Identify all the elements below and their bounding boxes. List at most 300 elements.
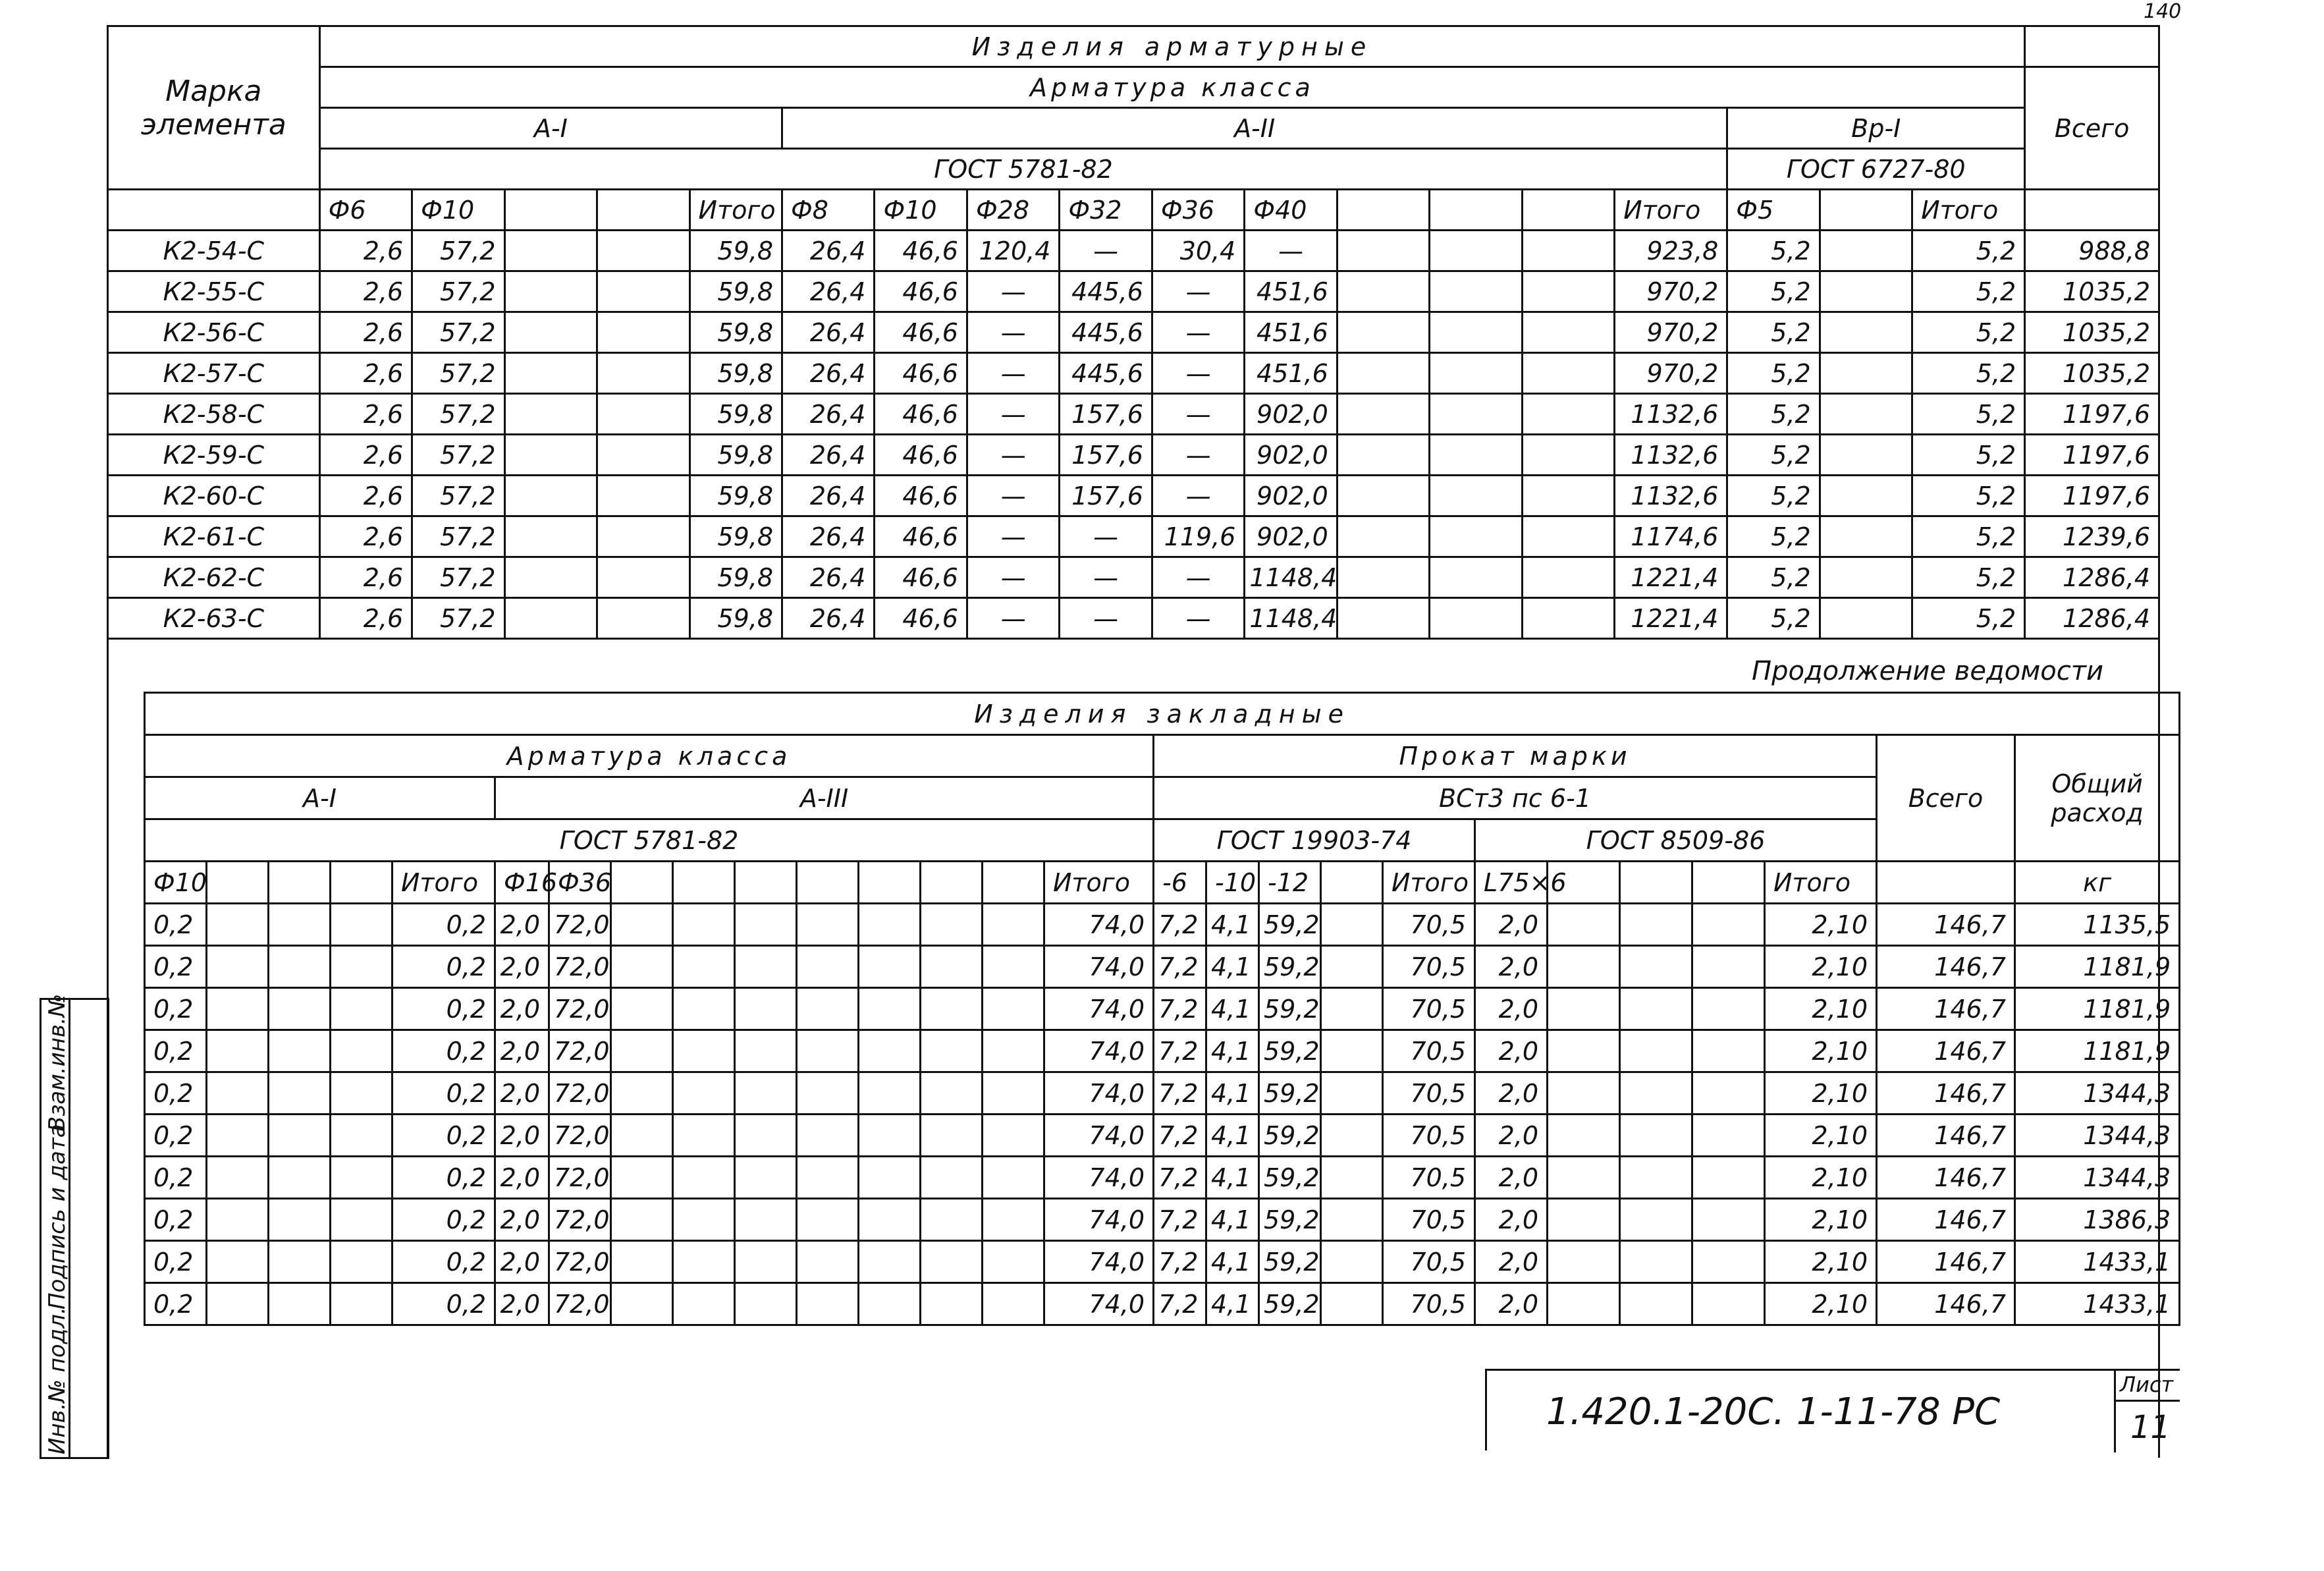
- table-cell: [1337, 435, 1429, 476]
- table-cell: [983, 1241, 1044, 1283]
- bottom-col-header: L75×6: [1475, 862, 1548, 904]
- top-col-header: [504, 190, 597, 231]
- table-cell: 2,0: [495, 1283, 549, 1325]
- table-cell: [859, 904, 921, 946]
- bottom-gost-8509: ГОСТ 8509-86: [1475, 819, 1877, 862]
- sheet-label: Лист: [2120, 1372, 2174, 1397]
- table-cell: [983, 1030, 1044, 1072]
- table-cell: [269, 946, 331, 988]
- bottom-armature-header: Арматура класса: [145, 735, 1154, 777]
- row-total: 146,7: [1877, 1157, 2015, 1199]
- table-cell: [1692, 946, 1765, 988]
- table-cell: [331, 904, 392, 946]
- table-cell: [921, 1199, 983, 1241]
- top-col-header-blank: [2025, 190, 2159, 231]
- table-cell: [1321, 946, 1383, 988]
- table-cell: [1337, 394, 1429, 435]
- table-row: [108, 312, 2159, 353]
- table-cell: [597, 598, 689, 639]
- row-total: 1286,4: [2025, 598, 2159, 639]
- row-total: 146,7: [1877, 904, 2015, 946]
- continuation-note: Продолжение ведомости: [1752, 656, 2104, 686]
- table-cell: [797, 1030, 859, 1072]
- table-cell: 2,6: [319, 394, 412, 435]
- table-cell: [1430, 312, 1522, 353]
- table-cell: 59,8: [689, 394, 782, 435]
- row-overall: 1386,3: [2015, 1199, 2180, 1241]
- table-cell: [673, 1115, 735, 1157]
- top-class-bp1: Вр-I: [1727, 108, 2025, 149]
- row-overall: 1344,3: [2015, 1115, 2180, 1157]
- table-row: [145, 1241, 2180, 1283]
- table-cell: 1174,6: [1615, 516, 1727, 557]
- table-cell: [673, 904, 735, 946]
- table-cell: [859, 988, 921, 1030]
- table-cell: 5,2: [1727, 394, 1820, 435]
- table-cell: 57,2: [412, 516, 504, 557]
- table-cell: [1620, 1283, 1692, 1325]
- row-overall: 1344,3: [2015, 1072, 2180, 1115]
- table-cell: 902,0: [1245, 516, 1337, 557]
- table-cell: 1132,6: [1615, 435, 1727, 476]
- table-row: [108, 476, 2159, 516]
- table-cell: 4,1: [1206, 1115, 1259, 1157]
- table-cell: [597, 557, 689, 598]
- table-cell: [1522, 353, 1614, 394]
- table-cell: 2,0: [495, 1241, 549, 1283]
- table-cell: 70,5: [1383, 988, 1475, 1030]
- table-cell: 5,2: [1727, 271, 1820, 312]
- table-cell: 2,6: [319, 516, 412, 557]
- row-total: 988,8: [2025, 231, 2159, 271]
- table-cell: 2,6: [319, 312, 412, 353]
- top-col-header: [1820, 190, 1912, 231]
- table-cell: 0,2: [145, 1199, 207, 1241]
- table-cell: 2,0: [495, 946, 549, 988]
- table-cell: —: [1152, 271, 1244, 312]
- table-cell: [207, 1030, 269, 1072]
- table-cell: 57,2: [412, 271, 504, 312]
- top-col-header: Ф6: [319, 190, 412, 231]
- table-cell: [597, 435, 689, 476]
- table-cell: [1430, 516, 1522, 557]
- table-cell: 5,2: [1912, 394, 2025, 435]
- table-cell: [1620, 1030, 1692, 1072]
- table-cell: 59,8: [689, 271, 782, 312]
- table-cell: [735, 1157, 797, 1199]
- table-cell: 26,4: [782, 271, 875, 312]
- table-cell: 74,0: [1044, 1115, 1154, 1157]
- table-cell: 5,2: [1912, 598, 2025, 639]
- bottom-col-header: Ф36: [549, 862, 611, 904]
- table-cell: 74,0: [1044, 1072, 1154, 1115]
- table-cell: —: [1060, 516, 1152, 557]
- table-row: [145, 946, 2180, 988]
- table-cell: 5,2: [1727, 312, 1820, 353]
- table-cell: [1548, 904, 1620, 946]
- table-cell: [797, 1199, 859, 1241]
- table-cell: [1548, 1030, 1620, 1072]
- table-row: [108, 598, 2159, 639]
- table-cell: 0,2: [145, 1157, 207, 1199]
- top-gost-5781: ГОСТ 5781-82: [319, 149, 1727, 190]
- table-cell: 2,10: [1765, 1072, 1877, 1115]
- table-cell: 59,2: [1259, 1283, 1321, 1325]
- table-row: [145, 988, 2180, 1030]
- bottom-col-header: Ф10: [145, 862, 207, 904]
- table-cell: [1820, 476, 1912, 516]
- table-cell: [735, 1283, 797, 1325]
- table-cell: [1620, 904, 1692, 946]
- table-cell: 4,1: [1206, 1241, 1259, 1283]
- table-cell: 70,5: [1383, 1157, 1475, 1199]
- table-cell: [1620, 946, 1692, 988]
- table-cell: 30,4: [1152, 231, 1244, 271]
- table-cell: [983, 988, 1044, 1030]
- table-cell: [1692, 904, 1765, 946]
- table-cell: [1820, 312, 1912, 353]
- table-row: [145, 1072, 2180, 1115]
- table-cell: 7,2: [1154, 1157, 1206, 1199]
- table-cell: [1620, 988, 1692, 1030]
- table-cell: 2,10: [1765, 1157, 1877, 1199]
- table-cell: 74,0: [1044, 1241, 1154, 1283]
- table-cell: [735, 1199, 797, 1241]
- sheet-box: [2114, 1371, 2180, 1452]
- table-cell: [597, 394, 689, 435]
- bottom-col-header: Итого: [1765, 862, 1877, 904]
- table-cell: [673, 1072, 735, 1115]
- table-cell: 7,2: [1154, 988, 1206, 1030]
- table-cell: [859, 1199, 921, 1241]
- table-cell: [983, 904, 1044, 946]
- table-cell: 59,2: [1259, 988, 1321, 1030]
- table-cell: [1337, 598, 1429, 639]
- table-cell: —: [967, 476, 1059, 516]
- table-cell: [1548, 1072, 1620, 1115]
- table-cell: [1430, 271, 1522, 312]
- table-cell: 46,6: [875, 353, 967, 394]
- bottom-col-header: Итого: [1383, 862, 1475, 904]
- table-cell: [1430, 598, 1522, 639]
- table-cell: —: [967, 516, 1059, 557]
- table-cell: 970,2: [1615, 312, 1727, 353]
- table-cell: [611, 988, 673, 1030]
- table-cell: 4,1: [1206, 946, 1259, 988]
- row-total: 146,7: [1877, 1115, 2015, 1157]
- bottom-column-headers: [145, 862, 2180, 904]
- table-row: [108, 435, 2159, 476]
- row-total: 1035,2: [2025, 271, 2159, 312]
- table-cell: [269, 1115, 331, 1157]
- table-cell: [504, 476, 597, 516]
- table-cell: [1620, 1115, 1692, 1157]
- bottom-col-header: [331, 862, 392, 904]
- table-cell: 57,2: [412, 312, 504, 353]
- table-cell: 4,1: [1206, 1072, 1259, 1115]
- table-cell: [673, 1283, 735, 1325]
- table-cell: 72,0: [549, 988, 611, 1030]
- row-overall: 1181,9: [2015, 988, 2180, 1030]
- table-cell: [797, 1283, 859, 1325]
- table-cell: [504, 557, 597, 598]
- bottom-col-header: -6: [1154, 862, 1206, 904]
- table-cell: 2,10: [1765, 1283, 1877, 1325]
- table-cell: 1132,6: [1615, 476, 1727, 516]
- table-cell: —: [1152, 557, 1244, 598]
- bottom-col-header: Итого: [1044, 862, 1154, 904]
- row-total: 1035,2: [2025, 312, 2159, 353]
- element-mark: К2-56-С: [108, 312, 320, 353]
- table-cell: 5,2: [1912, 516, 2025, 557]
- table-cell: [797, 904, 859, 946]
- top-col-header: Ф10: [875, 190, 967, 231]
- table-cell: 451,6: [1245, 353, 1337, 394]
- table-cell: [673, 1241, 735, 1283]
- table-cell: [797, 1241, 859, 1283]
- table-cell: 2,10: [1765, 946, 1877, 988]
- table-cell: [1620, 1072, 1692, 1115]
- table-cell: 2,0: [1475, 904, 1548, 946]
- table-cell: 26,4: [782, 598, 875, 639]
- top-col-header: [1430, 190, 1522, 231]
- table-cell: 59,8: [689, 435, 782, 476]
- table-cell: 0,2: [392, 1283, 495, 1325]
- table-cell: 0,2: [145, 1241, 207, 1283]
- table-cell: [331, 946, 392, 988]
- bottom-col-header: [207, 862, 269, 904]
- table-cell: 46,6: [875, 516, 967, 557]
- table-cell: [1321, 1199, 1383, 1241]
- table-cell: 59,8: [689, 312, 782, 353]
- table-cell: 0,2: [145, 1283, 207, 1325]
- table-cell: —: [1152, 353, 1244, 394]
- table-cell: [597, 353, 689, 394]
- table-cell: —: [967, 394, 1059, 435]
- table-cell: 2,0: [1475, 946, 1548, 988]
- table-cell: [207, 946, 269, 988]
- table-cell: 923,8: [1615, 231, 1727, 271]
- table-row: [108, 231, 2159, 271]
- bottom-col-header: [797, 862, 859, 904]
- table-cell: [207, 1199, 269, 1241]
- table-cell: [797, 946, 859, 988]
- table-cell: 2,0: [495, 988, 549, 1030]
- table-cell: [859, 1030, 921, 1072]
- table-cell: [1430, 353, 1522, 394]
- table-cell: [611, 904, 673, 946]
- table-cell: 0,2: [145, 1072, 207, 1115]
- table-row: [145, 1199, 2180, 1241]
- table-cell: [1692, 1115, 1765, 1157]
- table-cell: [269, 1241, 331, 1283]
- bottom-class-a1: A-I: [145, 777, 495, 819]
- table-cell: 74,0: [1044, 1283, 1154, 1325]
- table-cell: —: [967, 557, 1059, 598]
- table-cell: 451,6: [1245, 312, 1337, 353]
- top-col-header: Итого: [1615, 190, 1727, 231]
- table-cell: 2,6: [319, 353, 412, 394]
- table-cell: 46,6: [875, 312, 967, 353]
- table-cell: [504, 231, 597, 271]
- table-cell: 2,6: [319, 557, 412, 598]
- table-cell: [1820, 271, 1912, 312]
- table-cell: [331, 1241, 392, 1283]
- table-cell: [331, 1030, 392, 1072]
- table-cell: [504, 312, 597, 353]
- table-cell: [859, 1283, 921, 1325]
- table-cell: 74,0: [1044, 988, 1154, 1030]
- element-mark: К2-54-С: [108, 231, 320, 271]
- table-cell: [1548, 1115, 1620, 1157]
- table-cell: [921, 1115, 983, 1157]
- replaced-inv-label: Взам.инв.№: [44, 993, 70, 1132]
- table-cell: 2,10: [1765, 1030, 1877, 1072]
- table-cell: [1692, 1157, 1765, 1199]
- table-cell: [673, 1199, 735, 1241]
- table-cell: 5,2: [1912, 312, 2025, 353]
- table-cell: —: [1060, 598, 1152, 639]
- bottom-rolled-header: Прокат марки: [1154, 735, 1877, 777]
- table-row: [108, 557, 2159, 598]
- table-row: [108, 353, 2159, 394]
- table-cell: [597, 231, 689, 271]
- table-cell: [859, 1241, 921, 1283]
- title-block: [1485, 1369, 2180, 1450]
- table-cell: 157,6: [1060, 476, 1152, 516]
- table-cell: [207, 1283, 269, 1325]
- table-cell: 5,2: [1727, 598, 1820, 639]
- table-cell: [1620, 1199, 1692, 1241]
- table-cell: —: [967, 312, 1059, 353]
- table-cell: 26,4: [782, 231, 875, 271]
- table-cell: —: [967, 271, 1059, 312]
- table-cell: [1522, 557, 1614, 598]
- table-cell: [921, 904, 983, 946]
- table-cell: 72,0: [549, 1072, 611, 1115]
- reinforcement-products-table: [107, 25, 2160, 640]
- row-total: 1035,2: [2025, 353, 2159, 394]
- bottom-total-unit-blank: [1877, 862, 2015, 904]
- table-cell: 4,1: [1206, 1199, 1259, 1241]
- table-cell: 26,4: [782, 394, 875, 435]
- table-cell: 5,2: [1727, 476, 1820, 516]
- row-total: 1239,6: [2025, 516, 2159, 557]
- top-col-header: Ф40: [1245, 190, 1337, 231]
- table-cell: [1337, 353, 1429, 394]
- table-cell: 0,2: [392, 946, 495, 988]
- table-cell: —: [967, 598, 1059, 639]
- table-cell: 2,6: [319, 476, 412, 516]
- table-cell: 0,2: [145, 946, 207, 988]
- table-cell: 74,0: [1044, 1030, 1154, 1072]
- table-cell: 5,2: [1912, 435, 2025, 476]
- bottom-col-header: -12: [1259, 862, 1321, 904]
- table-cell: 1148,4: [1245, 598, 1337, 639]
- table-cell: [735, 904, 797, 946]
- table-cell: [921, 1241, 983, 1283]
- row-total: 1197,6: [2025, 394, 2159, 435]
- table-cell: 2,10: [1765, 1199, 1877, 1241]
- table-cell: 70,5: [1383, 1199, 1475, 1241]
- table-cell: [1692, 988, 1765, 1030]
- unit-label: кг: [2015, 862, 2180, 904]
- table-cell: [735, 1115, 797, 1157]
- table-cell: 57,2: [412, 557, 504, 598]
- table-cell: [1430, 394, 1522, 435]
- table-cell: [1337, 516, 1429, 557]
- table-cell: 72,0: [549, 1199, 611, 1241]
- table-cell: [1430, 435, 1522, 476]
- table-cell: —: [1152, 598, 1244, 639]
- table-cell: 7,2: [1154, 1241, 1206, 1283]
- top-col-header: [597, 190, 689, 231]
- table-cell: 72,0: [549, 904, 611, 946]
- table-cell: 2,0: [495, 1072, 549, 1115]
- table-cell: 5,2: [1912, 231, 2025, 271]
- table-cell: 7,2: [1154, 1199, 1206, 1241]
- element-mark: К2-62-С: [108, 557, 320, 598]
- table-cell: 59,8: [689, 231, 782, 271]
- row-overall: 1181,9: [2015, 946, 2180, 988]
- bottom-col-header: [673, 862, 735, 904]
- table-cell: 70,5: [1383, 1072, 1475, 1115]
- table-cell: [1820, 557, 1912, 598]
- table-cell: 451,6: [1245, 271, 1337, 312]
- element-mark: К2-63-С: [108, 598, 320, 639]
- table-cell: 970,2: [1615, 271, 1727, 312]
- table-cell: 2,10: [1765, 988, 1877, 1030]
- table-row: [108, 516, 2159, 557]
- bottom-col-header: [611, 862, 673, 904]
- table-cell: [1321, 1072, 1383, 1115]
- table-cell: [1321, 1283, 1383, 1325]
- table-cell: —: [967, 353, 1059, 394]
- table-cell: 72,0: [549, 1283, 611, 1325]
- table-cell: [1620, 1241, 1692, 1283]
- embedded-products-table: [144, 692, 2180, 1326]
- table-cell: 7,2: [1154, 1030, 1206, 1072]
- table-cell: [611, 946, 673, 988]
- table-cell: 157,6: [1060, 394, 1152, 435]
- bottom-col-header: [859, 862, 921, 904]
- table-cell: 2,0: [495, 1030, 549, 1072]
- table-cell: 59,8: [689, 476, 782, 516]
- table-cell: 26,4: [782, 476, 875, 516]
- table-cell: [207, 904, 269, 946]
- row-total: 146,7: [1877, 946, 2015, 988]
- table-cell: [597, 271, 689, 312]
- table-cell: 59,8: [689, 557, 782, 598]
- table-cell: 59,2: [1259, 1241, 1321, 1283]
- table-cell: [1522, 516, 1614, 557]
- bottom-gost-5781: ГОСТ 5781-82: [145, 819, 1154, 862]
- top-col-header: Ф5: [1727, 190, 1820, 231]
- top-col-header: [1337, 190, 1429, 231]
- table-cell: [1692, 1072, 1765, 1115]
- top-armature-header: Арматура класса: [319, 67, 2025, 108]
- table-cell: 57,2: [412, 353, 504, 394]
- row-overall: 1135,5: [2015, 904, 2180, 946]
- table-cell: [331, 1283, 392, 1325]
- table-cell: 2,0: [1475, 988, 1548, 1030]
- table-cell: [269, 1030, 331, 1072]
- table-cell: 120,4: [967, 231, 1059, 271]
- table-cell: 902,0: [1245, 435, 1337, 476]
- table-cell: [797, 1072, 859, 1115]
- table-cell: 0,2: [145, 1115, 207, 1157]
- table-cell: 4,1: [1206, 1157, 1259, 1199]
